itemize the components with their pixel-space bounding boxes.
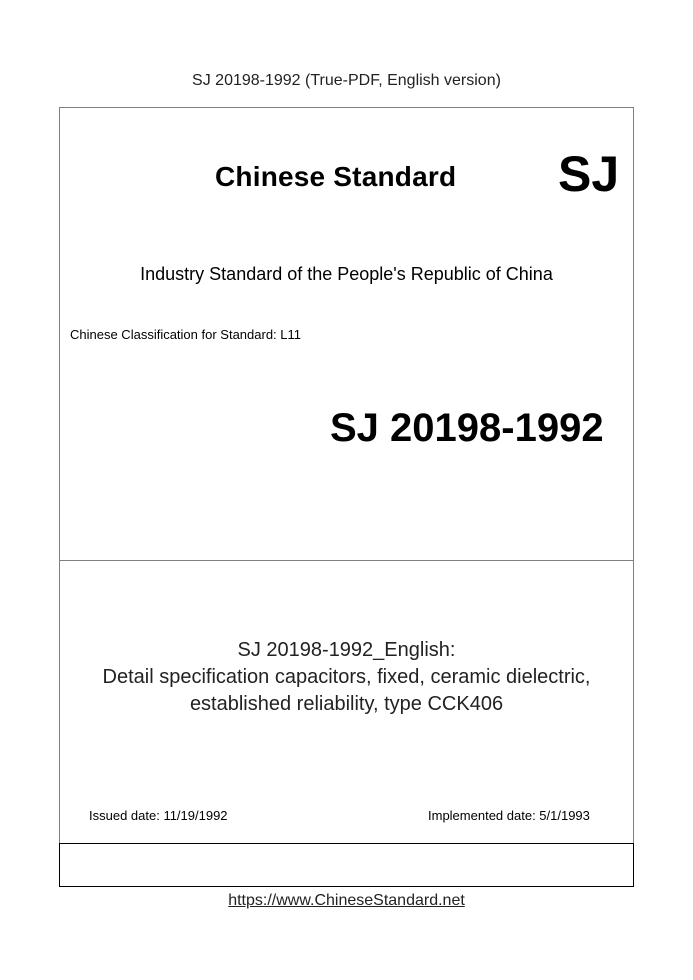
document-title	[60, 637, 633, 718]
document-header: SJ 20198-1992 (True-PDF, English version)	[192, 72, 501, 89]
cover-bottom-box	[59, 843, 634, 887]
standard-mark: SJ	[558, 146, 620, 202]
classification-line: Chinese Classification for Standard: L11	[70, 327, 301, 342]
issued-date: Issued date: 11/19/1992	[89, 808, 228, 823]
standard-number: SJ 20198-1992	[330, 406, 604, 450]
main-title: Chinese Standard	[215, 161, 457, 192]
document-title-line: established reliability, type CCK406	[189, 693, 504, 715]
website-link[interactable]: https://www.ChineseStandard.net	[228, 892, 465, 909]
implemented-date: Implemented date: 5/1/1993	[428, 808, 590, 823]
document-title-line: Detail specification capacitors, fixed, ceramic dielectric,	[102, 666, 591, 688]
industry-line: Industry Standard of the People's Republic of China	[140, 264, 553, 284]
footer	[0, 892, 693, 910]
document-title-line: SJ 20198-1992_English:	[237, 639, 456, 661]
